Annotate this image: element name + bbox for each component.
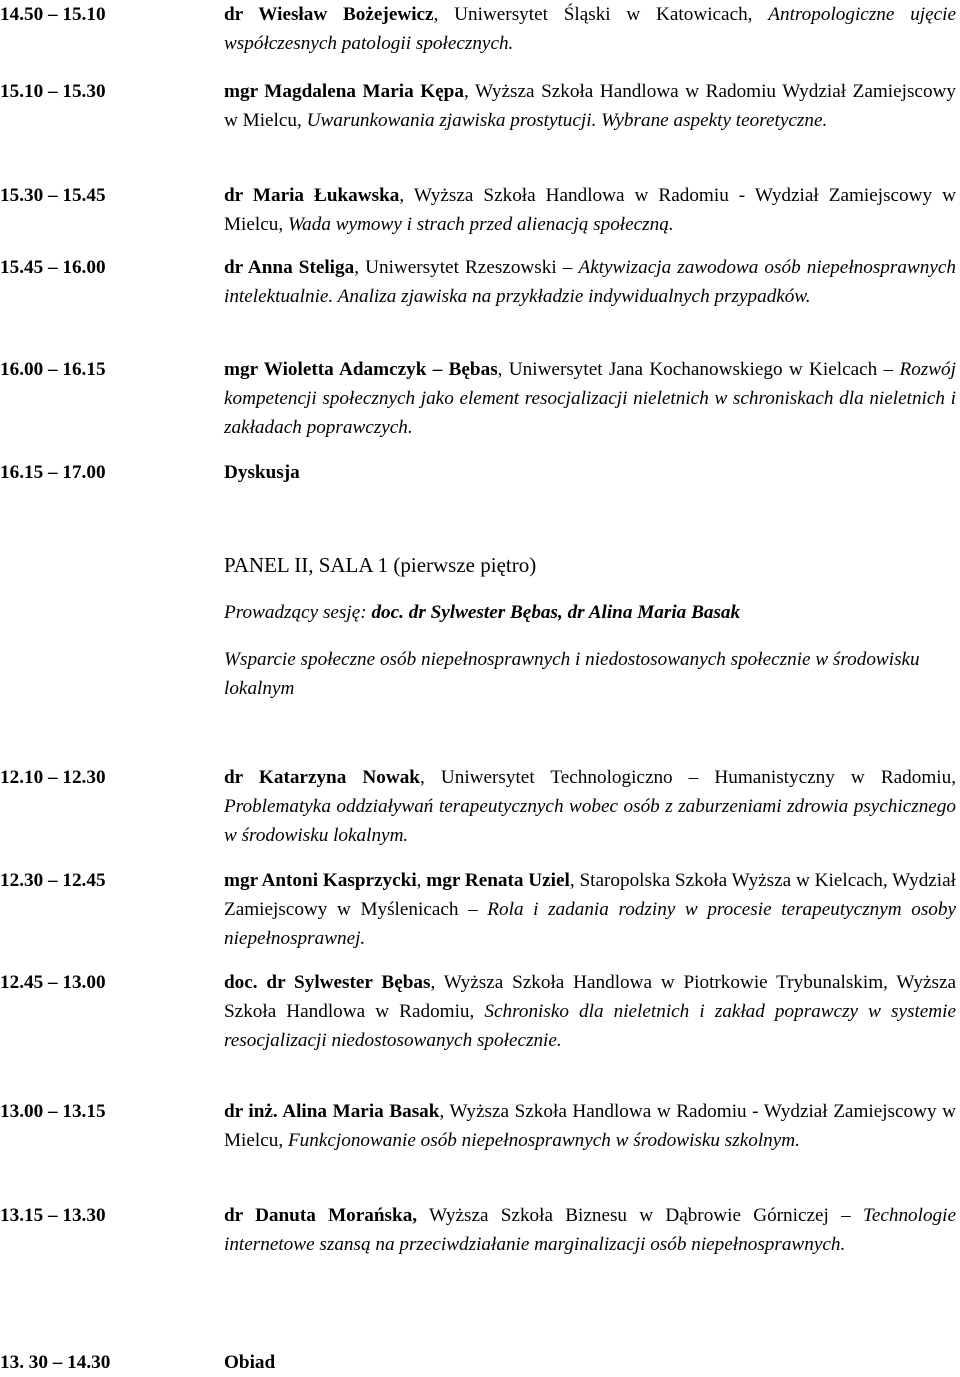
talk-title: Rola i zadania rodziny w procesie terapeutycznym osoby niepełnosprawnej. bbox=[224, 899, 956, 949]
chairs-label: Prowadzący sesję: bbox=[224, 602, 372, 623]
entry-time: 12.45 – 13.00 bbox=[0, 972, 106, 993]
affiliation: , Uniwersytet Śląski w Katowicach, bbox=[433, 4, 769, 25]
speaker-name: mgr Magdalena Maria Kępa bbox=[224, 81, 464, 102]
speaker-name: mgr Antoni Kasprzycki bbox=[224, 870, 417, 891]
entry-content bbox=[224, 77, 956, 135]
entry-time: 14.50 – 15.10 bbox=[0, 4, 106, 25]
speaker-name: dr Katarzyna Nowak bbox=[224, 767, 420, 788]
affiliation: , Uniwersytet Technologiczno – Humanistyczny w Radomiu, bbox=[419, 767, 956, 788]
entry-time: 13.00 – 13.15 bbox=[0, 1101, 106, 1122]
affiliation: , Uniwersytet Jana Kochanowskiego w Kielcach – bbox=[497, 359, 900, 380]
entry-time: 13.15 – 13.30 bbox=[0, 1205, 106, 1226]
entry-time: 15.45 – 16.00 bbox=[0, 257, 106, 278]
speaker-separator: , bbox=[416, 870, 427, 891]
speaker-name: Alina Maria Basak bbox=[277, 1101, 440, 1122]
entry-time: 15.30 – 15.45 bbox=[0, 185, 106, 206]
affiliation: Wyższa Szkoła Biznesu w Dąbrowie Górniczej – bbox=[417, 1205, 863, 1226]
entry-content bbox=[224, 968, 956, 1055]
speaker-name: dr Anna Steliga bbox=[224, 257, 355, 278]
speaker-name-2: mgr Renata Uziel bbox=[426, 870, 570, 891]
talk-title: Technologie internetowe szansą na przeciwdziałanie marginalizacji osób niepełnosprawnych. bbox=[224, 1205, 956, 1255]
affiliation: , Wyższa Szkoła Handlowa w Radomiu - Wydział Zamiejscowy w Mielcu, bbox=[224, 185, 956, 235]
entry-time: 12.10 – 12.30 bbox=[0, 767, 106, 788]
entry-content bbox=[224, 866, 956, 953]
affiliation: , Staropolska Szkoła Wyższa w Kielcach, Wydział Zamiejscowy w Myślenicach – bbox=[224, 870, 956, 920]
talk-title: Schronisko dla nieletnich i zakład poprawczy w systemie resocjalizacji niedostosowanych społecznie. bbox=[224, 1001, 956, 1051]
speaker-name: dr Danuta Morańska, bbox=[224, 1205, 418, 1226]
entry-time: 16.00 – 16.15 bbox=[0, 359, 106, 380]
entry-content bbox=[224, 355, 956, 442]
talk-title: Aktywizacja zawodowa osób niepełnosprawnych intelektualnie. Analiza zjawiska na przykładzie indywidualnych przypadków. bbox=[224, 257, 956, 307]
entry-content bbox=[224, 763, 956, 850]
affiliation: , Wyższa Szkoła Handlowa w Radomiu Wydział Zamiejscowy w Mielcu, bbox=[224, 81, 956, 131]
panel-topic: Wsparcie społeczne osób niepełnosprawnych i niedostosowanych społecznie w środowisku lokalnym bbox=[224, 649, 920, 699]
affiliation: , Wyższa Szkoła Handlowa w Radomiu - Wydział Zamiejscowy w Mielcu, bbox=[224, 1101, 957, 1151]
entry-time: 12.30 – 12.45 bbox=[0, 870, 106, 891]
discussion-label: Dyskusja bbox=[224, 462, 300, 483]
affiliation: , Uniwersytet Rzeszowski – bbox=[354, 257, 579, 278]
speaker-name: dr Maria Łukawska bbox=[224, 185, 400, 206]
panel-heading: PANEL II, SALA 1 (pierwsze piętro) bbox=[224, 553, 537, 577]
entry-content bbox=[224, 1097, 956, 1155]
talk-title: Wada wymowy i strach przed alienacją społeczną. bbox=[287, 214, 674, 235]
speaker-name: mgr Wioletta Adamczyk – Bębas bbox=[224, 359, 498, 380]
talk-title: Uwarunkowania zjawiska prostytucji. Wybrane aspekty teoretyczne. bbox=[306, 110, 828, 131]
entry-content bbox=[224, 1201, 956, 1259]
affiliation: , Wyższa Szkoła Handlowa w Piotrkowie Trybunalskim, Wyższa Szkoła Handlowa w Radomiu, bbox=[224, 972, 956, 1022]
talk-title: Rozwój kompetencji społecznych jako element resocjalizacji nieletnich w schroniskach dla nieletnich i zakładach poprawczych. bbox=[224, 359, 956, 438]
entry-time: 15.10 – 15.30 bbox=[0, 81, 106, 102]
speaker-name: doc. dr Sylwester Bębas bbox=[224, 972, 431, 993]
panel-chairs bbox=[224, 598, 960, 627]
talk-title: Funkcjonowanie osób niepełnosprawnych w środowisku szkolnym. bbox=[287, 1130, 800, 1151]
entry-time: 13. 30 – 14.30 bbox=[0, 1352, 111, 1373]
speaker-name: dr Wiesław Bożejewicz bbox=[224, 4, 434, 25]
lunch-label: Obiad bbox=[224, 1352, 276, 1373]
talk-title: Problematyka oddziaływań terapeutycznych wobec osób z zaburzeniami zdrowia psychicznego w środowisku lokalnym. bbox=[224, 796, 956, 846]
talk-title: Antropologiczne ujęcie współczesnych patologii społecznych. bbox=[224, 4, 956, 54]
entry-time: 16.15 – 17.00 bbox=[0, 462, 106, 483]
entry-content bbox=[224, 253, 956, 311]
speaker-prefix: dr inż. bbox=[224, 1101, 278, 1122]
entry-content bbox=[224, 0, 956, 58]
entry-content bbox=[224, 181, 956, 239]
chairs-names: doc. dr Sylwester Bębas, dr Alina Maria Basak bbox=[371, 602, 741, 623]
